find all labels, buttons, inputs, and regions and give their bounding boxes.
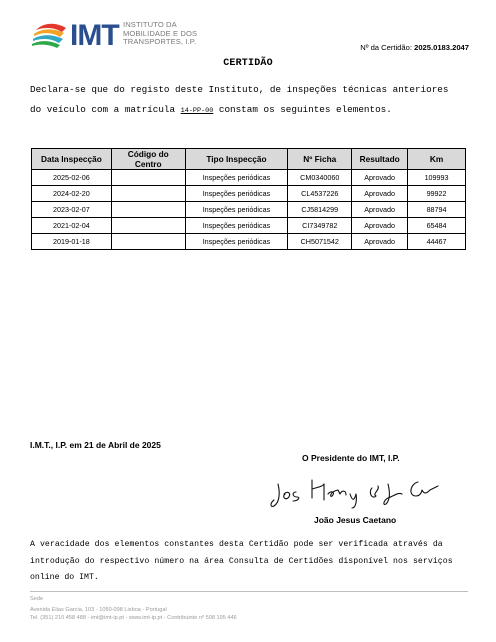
footer-heading: Sede [30,596,44,602]
footer-address: Avenida Elias Garcia, 103 - 1050-098 Lisboa - Portugal [30,607,167,613]
table-row [32,186,466,202]
institute-name-line: TRANSPORTES, I.P. [123,37,197,47]
institute-name-line: INSTITUTO DA [123,20,177,29]
column-header: Código do Centro [111,149,185,170]
cell-date: 2019-01-18 [32,234,112,250]
cell-center-code [111,186,185,202]
cell-date: 2024-02-20 [32,186,112,202]
cell-km: 65484 [408,218,466,234]
document-title: CERTIDÃO [223,58,273,69]
cell-sheet-number: CH5071542 [288,234,352,250]
footer-divider [30,591,468,592]
table-header-row [32,149,466,170]
cell-type: Inspeções periódicas [185,186,288,202]
place-and-date: I.M.T., I.P. em 21 de Abril de 2025 [30,440,161,450]
column-header: Resultado [352,149,408,170]
cell-type: Inspeções periódicas [185,202,288,218]
intro-text: constam os seguintes elementos. [213,104,392,115]
cell-center-code [111,218,185,234]
footer-contacts: Tel. (351) 210 458 488 - imt@imt-ip.pt - www.imt-ip.pt - Contribuinte nº 508 195 446 [30,615,237,621]
institute-name-line: MOBILIDADE E DOS [123,28,198,38]
certificate-number-value: 2025.0183.2047 [414,43,469,52]
intro-text: do veículo com a matrícula [30,104,181,115]
cell-km: 109993 [408,170,466,186]
institute-name [123,21,197,47]
table-row [32,218,466,234]
cell-sheet-number: CI7349782 [288,218,352,234]
cell-type: Inspeções periódicas [185,234,288,250]
cell-result: Aprovado [352,186,408,202]
footer [30,595,237,622]
cell-sheet-number: CL4537226 [288,186,352,202]
verification-line: A veracidade dos elementos constantes desta Certidão pode ser verificada através da [30,540,443,549]
cell-km: 44467 [408,234,466,250]
license-plate: 14-PP-00 [180,107,214,115]
cell-sheet-number: CM0340060 [288,170,352,186]
column-header: Data Inspecção [32,149,112,170]
certificate-number-label: Nº da Certidão: [360,43,412,52]
verification-line: online do IMT. [30,573,99,582]
cell-result: Aprovado [352,202,408,218]
cell-result: Aprovado [352,218,408,234]
column-header: Km [408,149,466,170]
cell-result: Aprovado [352,170,408,186]
intro-paragraph [30,80,470,121]
imt-wordmark: IMT [70,19,119,52]
cell-date: 2021-02-04 [32,218,112,234]
intro-line [30,100,470,121]
table-row [32,170,466,186]
signatory-role: O Presidente do IMT, I.P. [302,453,400,463]
cell-center-code [111,234,185,250]
cell-km: 99922 [408,186,466,202]
signatory-name: João Jesus Caetano [314,515,397,525]
column-header: Tipo Inspecção [185,149,288,170]
table-row [32,234,466,250]
intro-line: Declara-se que do registo deste Instituto, de inspeções técnicas anteriores [30,84,449,95]
cell-km: 88794 [408,202,466,218]
cell-date: 2025-02-06 [32,170,112,186]
cell-center-code [111,202,185,218]
cell-center-code [111,170,185,186]
cell-sheet-number: CJ5814299 [288,202,352,218]
cell-date: 2023-02-07 [32,202,112,218]
cell-result: Aprovado [352,234,408,250]
cell-type: Inspeções periódicas [185,170,288,186]
verification-line: introdução do respectivo número na área Consulta de Certidões disponível nos serviços [30,556,453,566]
column-header: Nº Ficha [288,149,352,170]
inspections-table [31,148,466,250]
verification-note [30,537,470,587]
table-row [32,202,466,218]
certificate-number [360,43,469,52]
imt-logo [30,18,220,54]
cell-type: Inspeções periódicas [185,218,288,234]
handwritten-signature [268,470,448,514]
